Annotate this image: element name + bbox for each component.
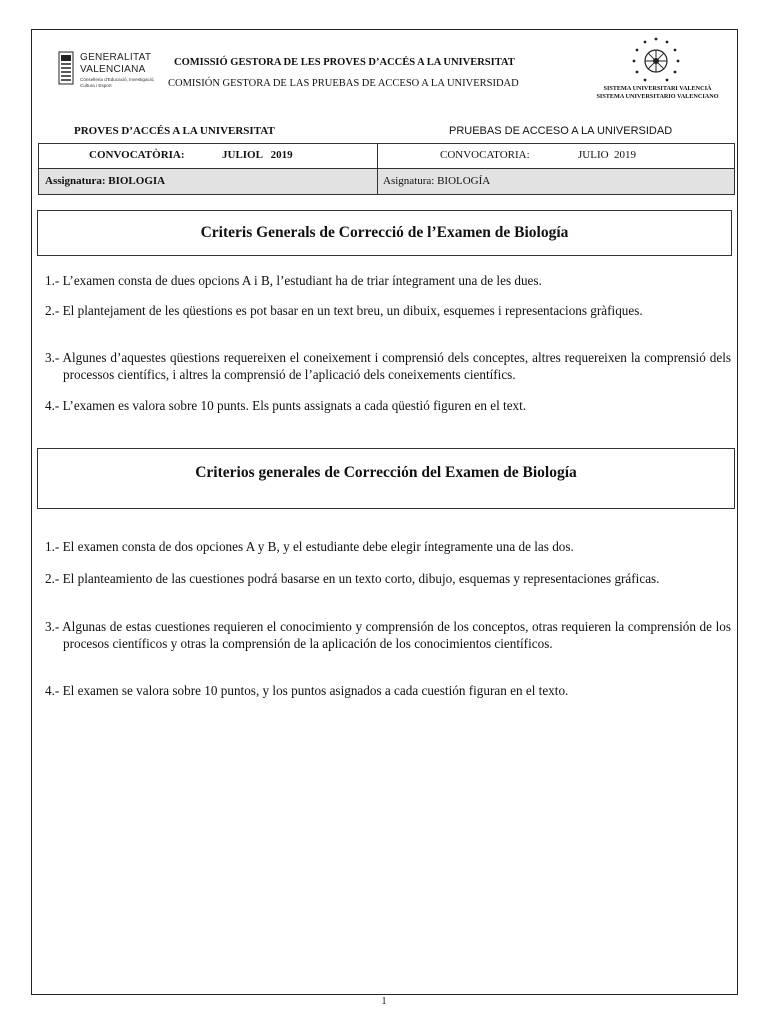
convocatoria-date-es: JULIO 2019 [578,149,637,161]
convocatoria-label-es: CONVOCATORIA: [440,149,530,161]
conselleria-subtitle: Conselleria d'Educació, Investigació, Cultura i Esport [80,77,155,88]
criteria-item: 2.- El plantejament de les qüestions es pot basar en un text breu, un dibuix, esquemes i representacions gràfiques. [45,303,643,318]
subject-es: Asignatura: BIOLOGÍA [383,175,491,187]
table-column-divider [377,144,378,194]
exam-info-table [38,143,735,195]
generalitat-name-line1: GENERALITAT [80,52,152,63]
convocatoria-label-ca: CONVOCATÒRIA: [89,149,185,161]
criteria-item: 4.- L’examen es valora sobre 10 punts. Els punts assignats a cada qüestió figuren en el text. [45,398,527,413]
university-system-ca: SISTEMA UNIVERSITARI VALENCIÀ [603,85,712,92]
criteria-item: 1.- L’examen consta de dues opcions A i B, l’estudiant ha de triar íntegrament una de les dues. [45,273,542,288]
subject-ca: Assignatura: BIOLOGIA [45,175,166,187]
generalitat-logo [58,48,158,100]
criteria-item: 2.- El planteamiento de las cuestiones podrá basarse en un texto corto, dibujo, esquemas y representaciones gráficas. [45,571,660,586]
university-seal-icon [625,36,687,86]
criteria-item: 4.- El examen se valora sobre 10 puntos, y los puntos asignados a cada cuestión figuran en el texto. [45,683,569,698]
commission-title-es: COMISIÓN GESTORA DE LAS PRUEBAS DE ACCESO A LA UNIVERSIDAD [168,78,519,89]
criteria-item: 3.- Algunes d’aquestes qüestions requereixen el coneixement i comprensió dels conceptes, altres requereixen la comprensió dels processos científics, i altres la comprensió de l’aplicació dels coneixements científics. [45,350,731,382]
section-title-ca: Criteris Generals de Correcció de l’Examen de Biología [37,210,732,256]
criteria-item: 1.- El examen consta de dos opciones A y B, y el estudiante debe elegir íntegramente una de las dos. [45,539,574,554]
university-system-es: SISTEMA UNIVERSITARIO VALENCIANO [596,93,719,100]
table-row-divider [39,168,734,169]
section-title-es: Criterios generales de Corrección del Examen de Biología [37,448,735,509]
convocatoria-date-ca: JULIOL 2019 [222,149,293,161]
criteria-item: 3.- Algunas de estas cuestiones requieren el conocimiento y comprensión de los conceptos, otras requieren la comprensión de los procesos científicos y otras la comprensión de la aplicación de los conocimientos científicos. [45,619,731,651]
university-system-logo [590,36,725,104]
commission-title-ca: COMISSIÓ GESTORA DE LES PROVES D’ACCÉS A LA UNIVERSITAT [174,57,515,68]
generalitat-emblem-icon [58,51,74,85]
exam-title-es: PRUEBAS DE ACCESO A LA UNIVERSIDAD [449,125,673,137]
page-number: 1 [381,996,387,1007]
generalitat-name-line2: VALENCIANA [80,64,146,75]
exam-title-ca: PROVES D’ACCÉS A LA UNIVERSITAT [74,125,275,137]
